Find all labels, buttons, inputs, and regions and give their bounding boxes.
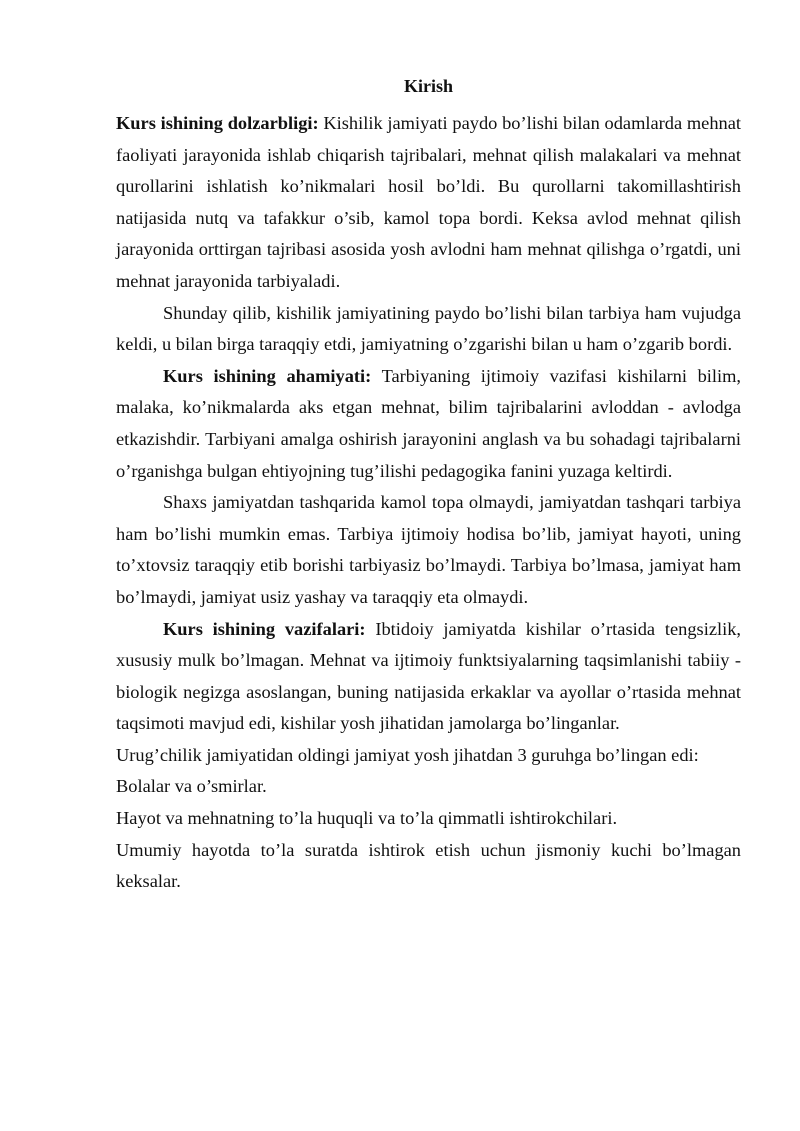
- document-body: [116, 74, 741, 898]
- paragraph-shaxs: [116, 487, 741, 613]
- line-umumiy: Umumiy hayotda to’la suratda ishtirok etish uchun jismoniy kuchi bo’lmagan keksalar.: [116, 839, 741, 892]
- line-bolalar: Bolalar va o’smirlar.: [116, 776, 267, 797]
- heading-vazifalari: Kurs ishining vazifalari:: [163, 618, 366, 639]
- text-shunday: Shunday qilib, kishilik jamiyatining paydo bo’lishi bilan tarbiya ham vujudga keldi, u bilan birga taraqqiy etdi, jamiyatning o’zgarishi bilan u ham o’zgarib bordi.: [116, 302, 741, 355]
- paragraph-vazifalari: [116, 614, 741, 740]
- heading-dolzarbligi: Kurs ishining dolzarbligi:: [116, 113, 319, 133]
- text-dolzarbligi: Kishilik jamiyati paydo bo’lishi bilan odamlarda mehnat faoliyati jarayonida ishlab chiqarish tajribalari, mehnat qilish malakalari va mehnat qurollarini ishlatish ko’nikmalari hosil bo’ldi. Bu qurollarni takomillashtirish natijasida nutq va tafakkur o’sib, kamol topa bordi. Keksa avlod mehnat qilish jarayonida orttirgan tajribasi asosida yosh avlodni ham mehnat qilishga o’rgatdi, uni mehnat jarayonida tarbiyaladi.: [116, 113, 742, 291]
- paragraph-ahamiyati: [116, 361, 741, 487]
- paragraph-shunday: [116, 298, 741, 361]
- document-title: Kirish: [403, 76, 453, 96]
- text-vazifalari: Ibtidoiy jamiyatda kishilar o’rtasida tengsizlik, xususiy mulk bo’lmagan. Mehnat va ijtimoiy funktsiyalarning taqsimlanishi tabiiy - biologik negizga asoslangan, buning natijasida erkaklar va ayollar o’rtasida mehnat taqsimoti mavjud edi, kishilar yosh jihatidan jamolarga bo’linganlar.: [116, 618, 741, 734]
- paragraph-dolzarbligi: [116, 108, 741, 298]
- text-ahamiyati: Tarbiyaning ijtimoiy vazifasi kishilarni bilim, malaka, ko’nikmalarda aks etgan mehnat, bilim tajribalarini avloddan - avlodga etkazishdir. Tarbiyani amalga oshirish jarayonini anglash va bu sohadagi tajribalarni o’rganishga bulgan ehtiyojning tug’ilishi pedagogika fanini yuzaga keltirdi.: [116, 365, 741, 481]
- heading-ahamiyati: Kurs ishining ahamiyati:: [163, 365, 372, 386]
- line-urugchilik: Urug’chilik jamiyatidan oldingi jamiyat yosh jihatdan 3 guruhga bo’lingan edi:: [116, 744, 699, 765]
- line-hayot: Hayot va mehnatning to’la huquqli va to’la qimmatli ishtirokchilari.: [116, 808, 618, 829]
- text-shaxs: Shaxs jamiyatdan tashqarida kamol topa olmaydi, jamiyatdan tashqari tarbiya ham bo’lishi mumkin emas. Tarbiya ijtimoiy hodisa bo’lib, jamiyat hayoti, uning to’xtovsiz taraqqiy etib borishi tarbiyasiz bo’lmaydi. Tarbiya bo’lmasa, jamiyat ham bo’lmaydi, jamiyat usiz yashay va taraqqiy eta olmaydi.: [116, 492, 741, 607]
